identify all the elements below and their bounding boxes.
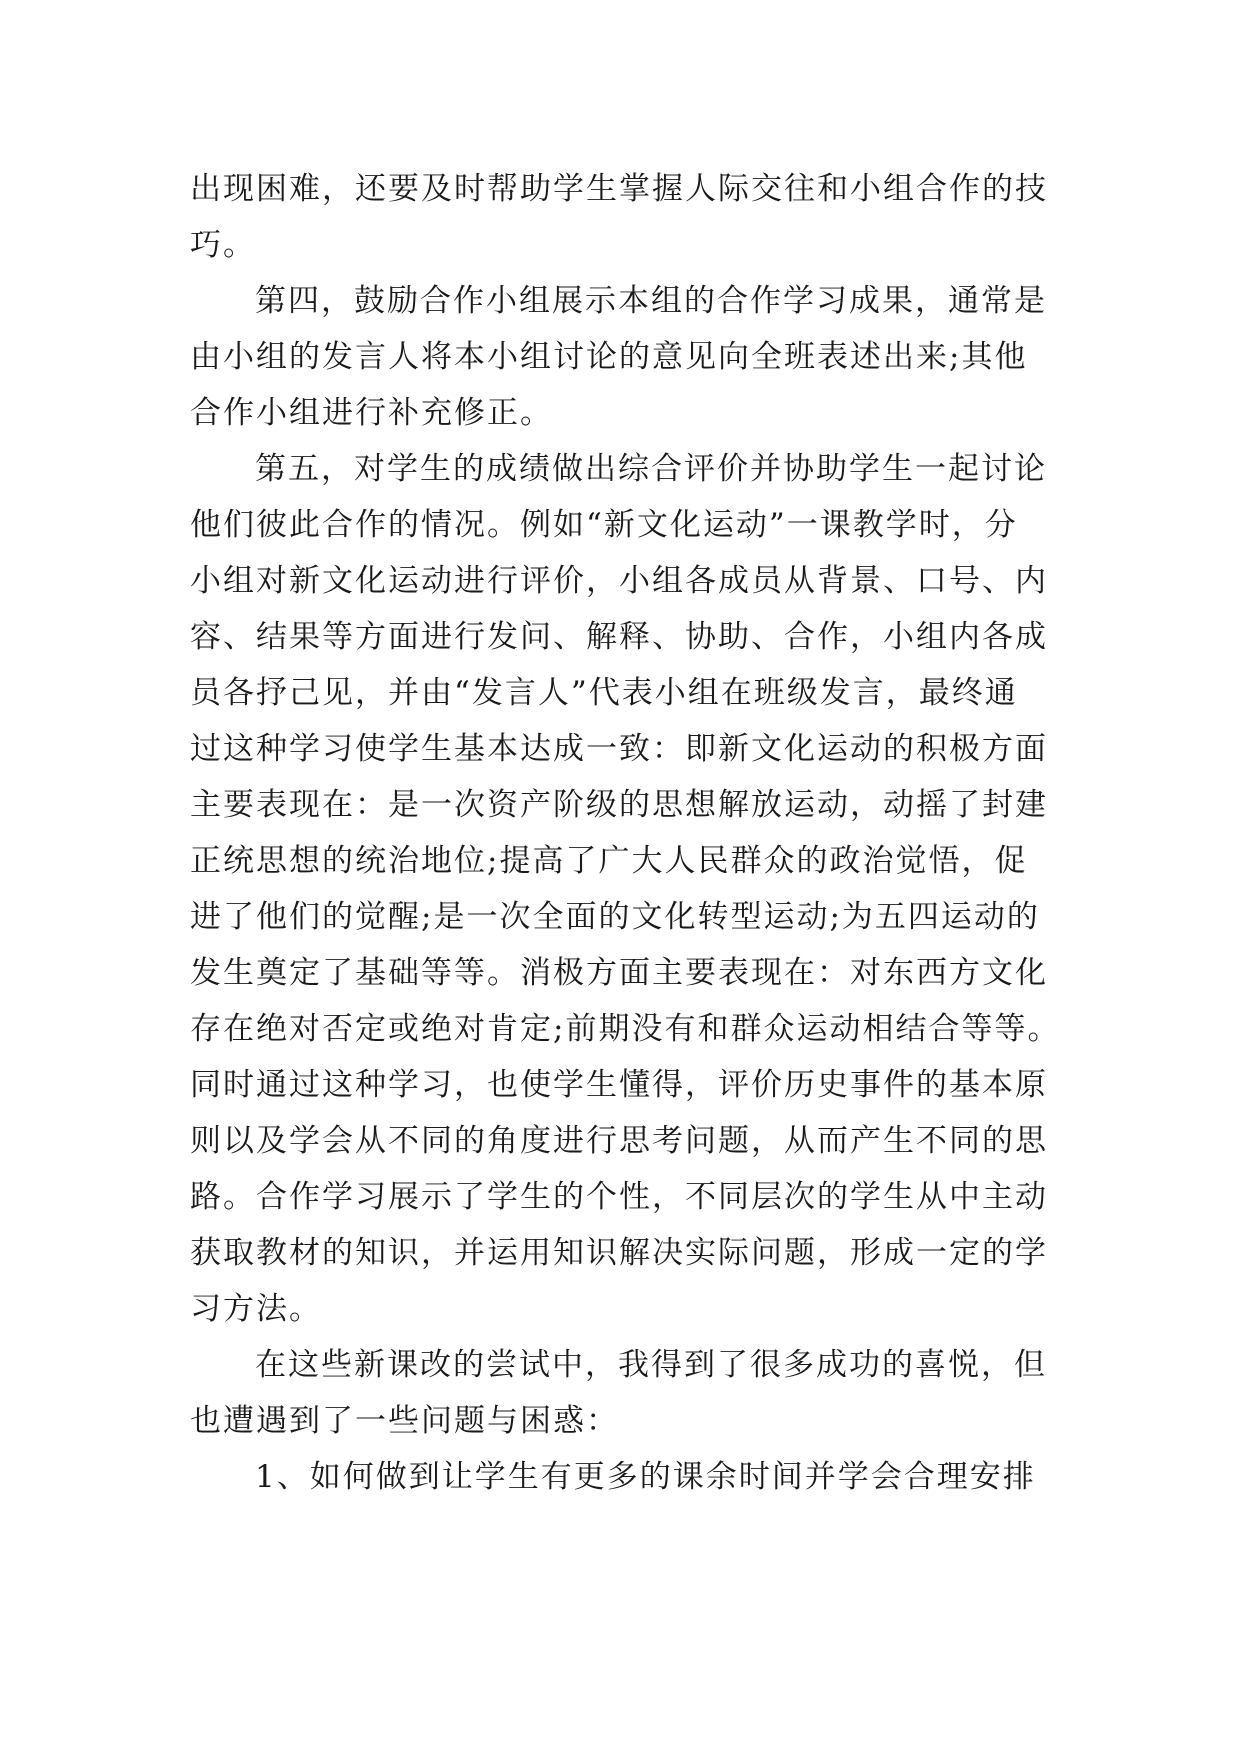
text-line: 正统思想的统治地位;提高了广大人民群众的政治觉悟，促 [190,843,1028,879]
paragraph-first-line: 在这些新课改的尝试中，我得到了很多成功的喜悦，但 [255,1347,1047,1383]
text-line: 由小组的发言人将本小组讨论的意见向全班表述出来;其他 [190,339,1028,375]
text-line: 合作小组进行补充修正。 [190,395,553,431]
text-line: 员各抒己见，并由“发言人”代表小组在班级发言，最终通 [190,675,1018,711]
text-line: 获取教材的知识，并运用知识解决实际问题，形成一定的学 [190,1235,1048,1271]
text-line: 习方法。 [190,1291,322,1327]
text-line: 存在绝对否定或绝对肯定;前期没有和群众运动相结合等等。 [190,1011,1061,1047]
paragraph-first-line: 第四，鼓励合作小组展示本组的合作学习成果，通常是 [255,283,1047,319]
text-line: 同时通过这种学习，也使学生懂得，评价历史事件的基本原 [190,1067,1048,1103]
text-line: 他们彼此合作的情况。例如“新文化运动”一课教学时，分 [190,507,1018,543]
text-line: 巧。 [190,227,256,263]
paragraph-first-line: 第五，对学生的成绩做出综合评价并协助学生一起讨论 [255,451,1047,487]
list-item-1: 1、如何做到让学生有更多的课余时间并学会合理安排 [255,1459,1036,1495]
text-line: 过这种学习使学生基本达成一致：即新文化运动的积极方面 [190,731,1048,767]
text-line: 小组对新文化运动进行评价，小组各成员从背景、口号、内 [190,563,1048,599]
text-line: 出现困难，还要及时帮助学生掌握人际交往和小组合作的技 [190,171,1048,207]
text-line: 则以及学会从不同的角度进行思考问题，从而产生不同的思 [190,1123,1048,1159]
text-line: 主要表现在：是一次资产阶级的思想解放运动，动摇了封建 [190,787,1048,823]
text-line: 进了他们的觉醒;是一次全面的文化转型运动;为五四运动的 [190,899,1040,935]
text-line: 容、结果等方面进行发问、解释、协助、合作，小组内各成 [190,619,1048,655]
text-line: 路。合作学习展示了学生的个性，不同层次的学生从中主动 [190,1179,1048,1215]
text-line: 发生奠定了基础等等。消极方面主要表现在：对东西方文化 [190,955,1048,991]
text-line: 也遭遇到了一些问题与困惑： [190,1403,619,1439]
